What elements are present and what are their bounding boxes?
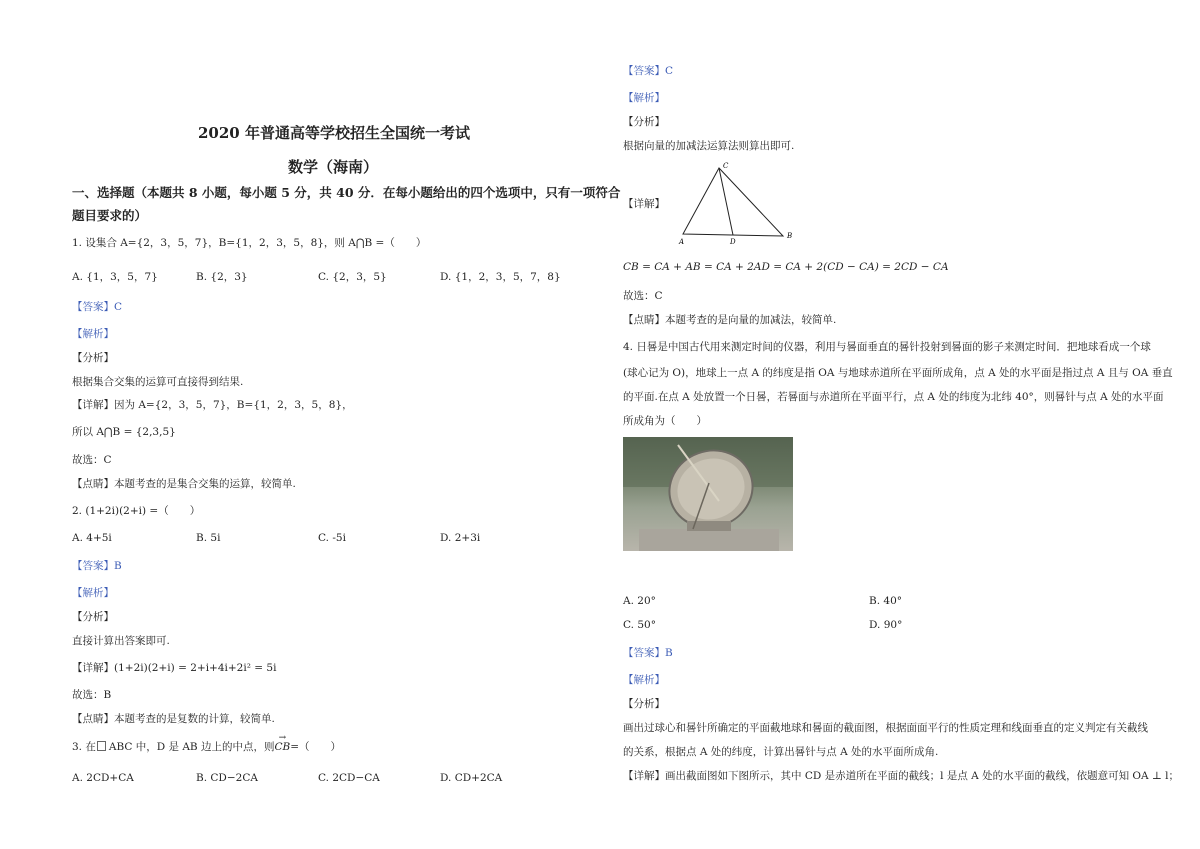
- diagram-label-b: B: [787, 232, 793, 240]
- q2-option-a: A. 4+5i: [72, 532, 112, 544]
- q1-fenxi: 根据集合交集的运算可直接得到结果.: [72, 376, 244, 388]
- q1-answer: 【答案】C: [72, 301, 123, 313]
- paper-subtitle: 数学（海南）: [288, 158, 379, 176]
- q4-option-c: C. 50°: [623, 619, 656, 631]
- q3-option-a: A. 2CD+CA: [72, 772, 134, 784]
- q1-option-a: A. {1，3，5，7}: [72, 271, 158, 283]
- q4-option-a: A. 20°: [623, 595, 656, 607]
- q2-option-c: C. -5i: [318, 532, 346, 544]
- q1-fenxi-tag: 【分析】: [72, 352, 114, 364]
- q3-stem-prefix: 3. 在: [72, 741, 96, 753]
- q3-choose: 故选：C: [623, 290, 663, 302]
- q1-analysis-tag: 【解析】: [72, 328, 114, 340]
- triangle-symbol-icon: [97, 741, 106, 751]
- q3-fenxi-tag: 【分析】: [623, 116, 665, 128]
- q4-fenxi-2: 的关系，根据点 A 处的纬度，计算出晷针与点 A 处的水平面所成角.: [623, 746, 939, 758]
- q2-stem: 2. (1+2i)(2+i) =（ ）: [72, 505, 201, 517]
- q1-option-d: D. {1，2，3，5，7，8}: [440, 271, 561, 283]
- q3-stem-vector: → CB: [274, 740, 290, 754]
- q4-detail: 【详解】画出截面图如下图所示，其中 CD 是赤道所在平面的截线；l 是点 A 处的水平面的截线，依题意可知 OA ⊥ l；: [623, 770, 1180, 782]
- q3-option-d: D. CD+2CA: [440, 772, 503, 784]
- q1-stem: 1. 设集合 A={2，3，5，7}，B={1，2，3，5，8}，则 A⋂B =（ ）: [72, 237, 427, 249]
- section-heading-cont: 题目要求的）: [72, 208, 148, 223]
- q1-comment: 【点睛】本题考查的是集合交集的运算，较简单.: [72, 478, 296, 490]
- q4-option-d: D. 90°: [869, 619, 903, 631]
- q3-analysis-tag: 【解析】: [623, 92, 665, 104]
- sundial-photo: [623, 437, 793, 551]
- q3-stem-suffix: =（ ）: [290, 741, 342, 753]
- q1-option-c: C. {2，3，5}: [318, 271, 387, 283]
- q3-option-b: B. CD−2CA: [196, 772, 258, 784]
- q4-stem-3: 的平面.在点 A 处放置一个日晷，若晷面与赤道所在平面平行，点 A 处的纬度为北纬 40°，则晷针与点 A 处的水平面: [623, 391, 1164, 403]
- diagram-label-a: A: [679, 238, 685, 246]
- q2-analysis-tag: 【解析】: [72, 587, 114, 599]
- section-heading: 一、选择题（本题共 8 小题，每小题 5 分，共 40 分．在每小题给出的四个选项中，只有一项符合: [72, 185, 621, 200]
- q3-comment: 【点睛】本题考查的是向量的加减法，较简单.: [623, 314, 837, 326]
- q2-fenxi: 直接计算出答案即可.: [72, 635, 170, 647]
- q4-stem-2: (球心记为 O)，地球上一点 A 的纬度是指 OA 与地球赤道所在平面所成角，点 A 处的水平面是指过点 A 且与 OA 垂直: [623, 367, 1173, 379]
- q3-stem: [72, 740, 341, 754]
- q3-answer: 【答案】C: [623, 65, 674, 77]
- q1-choose: 故选：C: [72, 454, 112, 466]
- diagram-label-c: C: [723, 162, 729, 170]
- q4-fenxi-1: 画出过球心和晷针所确定的平面截地球和晷面的截面图，根据面面平行的性质定理和线面垂直的定义判定有关截线: [623, 722, 1148, 734]
- q3-stem-mid: ABC 中，D 是 AB 边上的中点，则: [108, 741, 275, 753]
- q4-analysis-tag: 【解析】: [623, 674, 665, 686]
- q2-choose: 故选：B: [72, 689, 112, 701]
- sundial-illustration: [623, 437, 793, 551]
- paper-title: 2020 年普通高等学校招生全国统一考试: [198, 124, 470, 142]
- q2-option-d: D. 2+3i: [440, 532, 481, 544]
- q1-detail-2: 所以 A⋂B = {2,3,5}: [72, 426, 176, 438]
- q3-detail-tag: 【详解】: [623, 198, 665, 210]
- q2-answer: 【答案】B: [72, 560, 122, 572]
- q3-equation: CB = CA + AB = CA + 2AD = CA + 2(CD − CA) = 2CD − CA: [623, 261, 949, 273]
- q4-fenxi-tag: 【分析】: [623, 698, 665, 710]
- q3-option-c: C. 2CD−CA: [318, 772, 380, 784]
- q2-comment: 【点睛】本题考查的是复数的计算，较简单.: [72, 713, 275, 725]
- q1-option-b: B. {2，3}: [196, 271, 248, 283]
- triangle-diagram: [675, 160, 855, 250]
- q3-fenxi: 根据向量的加减法运算法则算出即可.: [623, 140, 795, 152]
- q4-stem-4: 所成角为（ ）: [623, 415, 707, 427]
- q4-stem-1: 4. 日晷是中国古代用来测定时间的仪器，利用与晷面垂直的晷针投射到晷面的影子来测定时间．把地球看成一个球: [623, 341, 1151, 353]
- diagram-label-d: D: [730, 238, 736, 246]
- q2-fenxi-tag: 【分析】: [72, 611, 114, 623]
- q4-option-b: B. 40°: [869, 595, 903, 607]
- q1-detail-1: 【详解】因为 A={2，3，5，7}，B={1，2，3，5，8}，: [72, 399, 353, 411]
- q2-option-b: B. 5i: [196, 532, 221, 544]
- q2-detail: 【详解】(1+2i)(2+i) = 2+i+4i+2i² = 5i: [72, 662, 277, 674]
- q4-answer: 【答案】B: [623, 647, 673, 659]
